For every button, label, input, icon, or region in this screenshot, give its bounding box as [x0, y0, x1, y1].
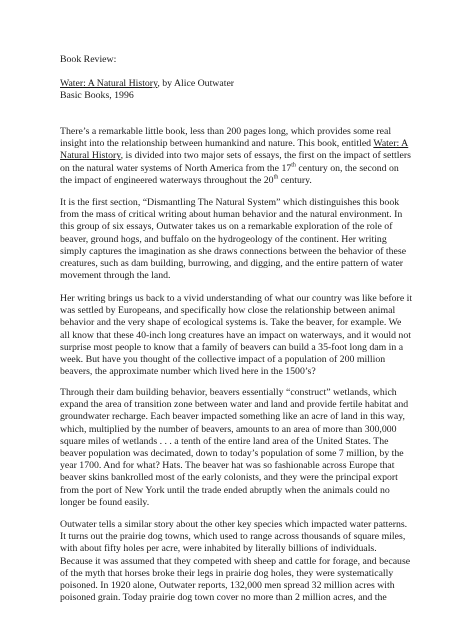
text-run: behavior and the very shape of ecological systems is. Take the beaver, for example. We [60, 317, 402, 329]
book-author: , by Alice Outwater [157, 78, 235, 90]
text-run: all know that these 40-inch long creatures have an impact on waterways, and it would not [60, 329, 411, 341]
text-line [60, 163, 420, 175]
text-line [60, 448, 420, 460]
text-run: the impact of engineered waterways throughout the 20 [60, 174, 274, 186]
text-line [60, 258, 420, 270]
book-citation [60, 78, 420, 90]
text-line [60, 387, 420, 399]
text-run: It turns out the prairie dog towns, which used to range across thousands of square miles, [60, 531, 406, 543]
text-run: expand the area of transition zone between water and land and provide fertile habitat and [60, 399, 409, 411]
text-line [60, 354, 420, 366]
paragraph-4 [60, 387, 420, 509]
text-line [60, 568, 420, 580]
text-run: week. But have you thought of the collective impact of a population of 200 million [60, 354, 386, 366]
text-run: of the myth that horses broke their legs in prairie dog holes, they were systematically [60, 567, 394, 579]
text-line [60, 424, 420, 436]
review-heading: Book Review: [60, 54, 117, 65]
text-run: which, multiplied by the number of beavers, amounts to an area of more than 300,000 [60, 423, 397, 435]
review-header [60, 54, 420, 103]
text-line [60, 519, 420, 531]
text-run: on the natural water systems of North America from the 17 [60, 162, 292, 174]
text-run: Through their dam building behavior, beavers essentially “construct” wetlands, which [60, 387, 397, 398]
text-line [60, 138, 420, 150]
text-line [60, 556, 420, 568]
text-run: surprise most people to know that a family of beavers can build a 35-foot long dam in a [60, 341, 404, 353]
text-line [60, 330, 420, 342]
text-line [60, 305, 420, 317]
text-run: poisoned. In 1920 alone, Outwater reports, 132,000 men spread 32 million acres with [60, 580, 395, 592]
text-line [60, 580, 420, 592]
text-run: from the mass of critical writing about human behavior and the natural environment. In [60, 209, 403, 221]
text-line [60, 197, 420, 209]
text-line [60, 543, 420, 555]
text-line [60, 342, 420, 354]
superscript: th [291, 162, 296, 169]
text-line [60, 150, 420, 162]
text-run: poisoned grain. Today prairie dog town cover no more than 2 million acres, and the [60, 592, 387, 604]
paragraph-2 [60, 197, 420, 282]
text-run: this group of six essays, Outwater takes us on a remarkable exploration of the role of [60, 221, 393, 233]
paragraph-5 [60, 519, 420, 604]
superscript: th [273, 174, 279, 181]
text-run: was settled by Europeans, and specifically how close the relationship between animal [60, 305, 396, 317]
text-run: Her writing brings us back to a vivid understanding of what our country was like before it [60, 293, 413, 304]
text-line [60, 175, 420, 187]
text-line [60, 317, 420, 329]
text-run: Outwater tells a similar story about the other key species which impacted water patterns. [60, 519, 408, 530]
text-run: from the port of New York until the trade ended abruptly when the animals could no [60, 484, 390, 496]
text-run: , is divided into two major sets of essays, the first on the impact of settlers [120, 150, 411, 162]
text-line [60, 399, 420, 411]
text-line [60, 209, 420, 221]
text-run: insight into the relationship between humankind and nature. This book, entitled [60, 138, 374, 150]
paragraph-1 [60, 126, 420, 187]
text-line [60, 592, 420, 604]
text-run: century. [278, 174, 312, 186]
text-line [60, 485, 420, 497]
text-line [60, 472, 420, 484]
text-line [60, 411, 420, 423]
text-run: with about fifty holes per acre, were inhabited by literally billions of individuals. [60, 543, 377, 555]
text-run: beaver, ground hogs, and buffalo on the hydrogeology of the continent. Her writing [60, 233, 387, 245]
text-line [60, 366, 420, 378]
text-line [60, 293, 420, 305]
text-run: groundwater recharge. Each beaver impacted something like an acre of land in this way, [60, 411, 405, 423]
underlined-text: Natural History [60, 150, 121, 162]
text-run: creatures, such as dam building, burrowing, and digging, and the entire pattern of water [60, 258, 404, 270]
text-run: beavers, the approximate number which lived here in the 1500’s? [60, 366, 316, 378]
text-line [60, 497, 420, 509]
underlined-text: Water: A [373, 138, 409, 150]
text-run: year 1700. And for what? Hats. The beaver hat was so fashionable across Europe that [60, 460, 395, 472]
text-line [60, 221, 420, 233]
publisher-line: Basic Books, 1996 [60, 90, 134, 102]
text-line [60, 270, 420, 282]
text-line [60, 126, 420, 138]
text-line [60, 246, 420, 258]
text-run: There’s a remarkable little book, less than 200 pages long, which provides some real [60, 126, 392, 137]
text-run: beaver skins bankrolled most of the early colonists, and they were the principal export [60, 472, 398, 484]
text-run: beaver population was decimated, down to today’s population of some 7 million, by the [60, 448, 404, 460]
text-run: square miles of wetlands . . . a tenth of the entire land area of the United States. The [60, 435, 389, 447]
text-run: longer be found easily. [60, 496, 150, 508]
text-line [60, 460, 420, 472]
text-run: simply captures the imagination as she draws connections between the behavior of these [60, 245, 407, 257]
text-run: Because it was assumed that they competed with sheep and cattle for forage, and because [60, 555, 411, 567]
text-run: It is the first section, “Dismantling The Natural System” which distinguishes this book [60, 197, 400, 208]
paragraph-3 [60, 293, 420, 378]
text-line [60, 436, 420, 448]
text-run: movement through the land. [60, 270, 171, 282]
book-title: Water: A Natural History [60, 78, 158, 90]
text-line [60, 531, 420, 543]
text-run: century on, the second on [295, 162, 399, 174]
text-line [60, 234, 420, 246]
